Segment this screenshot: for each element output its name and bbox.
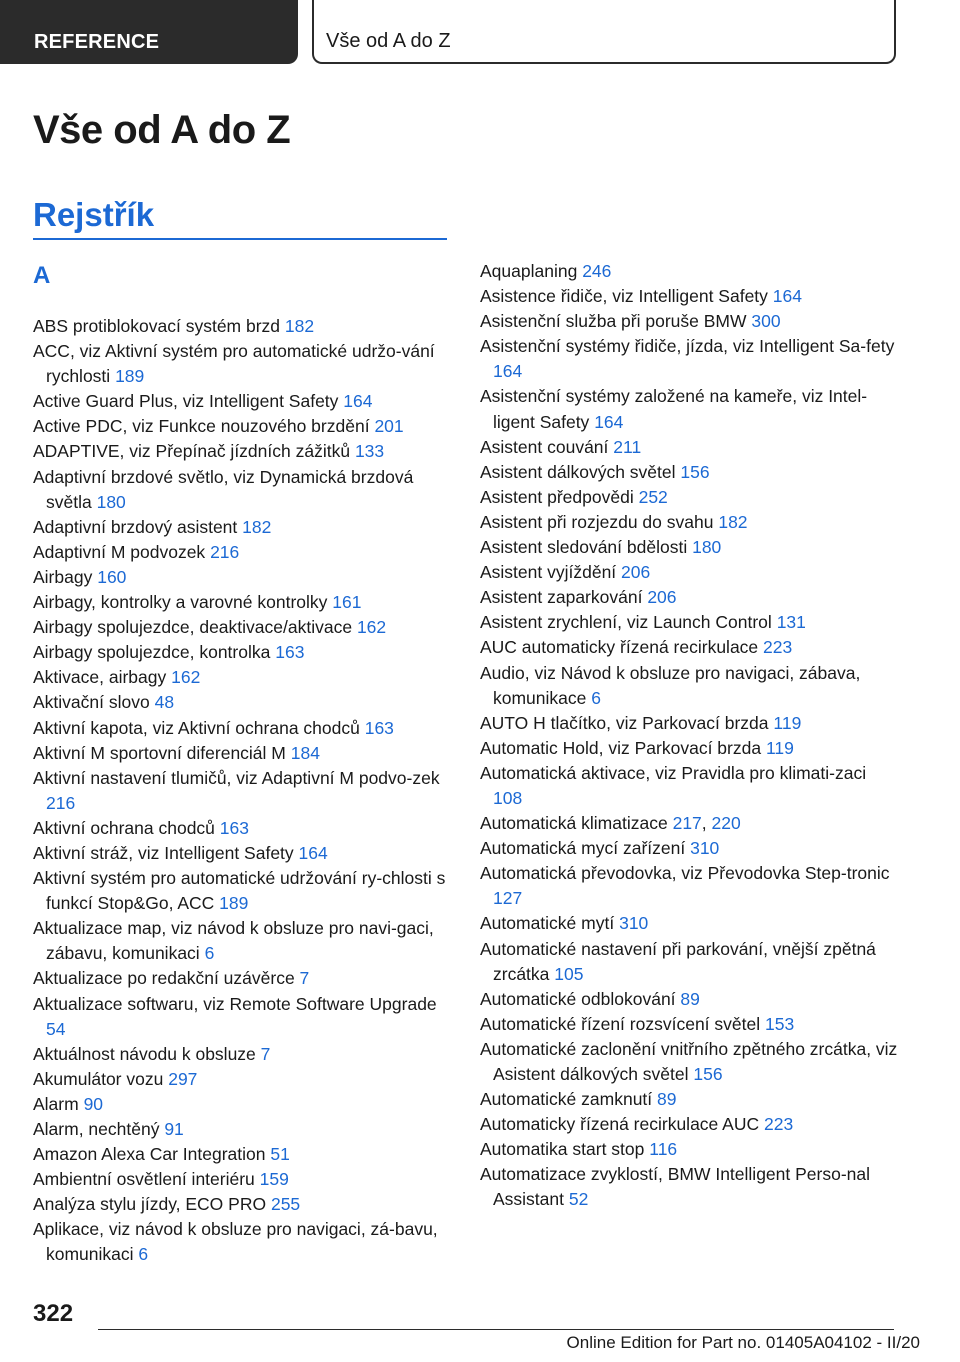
- index-entry: [480, 259, 900, 284]
- page-header: [0, 0, 960, 64]
- page-reference-link[interactable]: 162: [356, 617, 387, 638]
- index-term: Asistent couvání: [480, 436, 609, 457]
- index-entry: [480, 334, 900, 384]
- index-entry: [480, 661, 900, 711]
- index-entry: [33, 1217, 453, 1267]
- page-reference-link[interactable]: 255: [270, 1194, 301, 1215]
- index-entry: [33, 515, 453, 540]
- index-entry: [33, 465, 453, 515]
- index-entry: [33, 339, 453, 389]
- index-term: Aktivní stráž, viz Intelligent Safety: [33, 842, 294, 863]
- index-entry: [33, 565, 453, 590]
- page-reference-link[interactable]: 164: [343, 391, 373, 412]
- index-term: AUC automaticky řízená recirkulace: [480, 637, 759, 658]
- page-reference-link[interactable]: 51: [270, 1144, 290, 1165]
- index-entry: [480, 610, 900, 635]
- index-term: Asistent při rozjezdu do svahu: [480, 511, 714, 532]
- page-reference-link[interactable]: 297: [168, 1068, 198, 1089]
- index-term: Automatická aktivace, viz Pravidla pro klimati-zaci: [480, 762, 867, 783]
- page-reference-link[interactable]: 201: [374, 416, 404, 437]
- index-term: Automatická mycí zařízení: [480, 838, 686, 859]
- index-term: Airbagy: [33, 566, 93, 587]
- page-reference-link[interactable]: 189: [115, 366, 145, 387]
- page-reference-link[interactable]: 6: [138, 1244, 149, 1265]
- page-reference-link[interactable]: 108: [493, 787, 523, 808]
- page-reference-link[interactable]: 163: [364, 717, 394, 738]
- index-entry: [480, 1087, 900, 1112]
- page-reference-link[interactable]: 52: [568, 1189, 589, 1210]
- index-entry: [33, 816, 453, 841]
- page-reference-link[interactable]: 153: [765, 1013, 795, 1034]
- page-reference-link[interactable]: 119: [773, 712, 802, 733]
- index-entry: [480, 510, 900, 535]
- index-entry: [480, 485, 900, 510]
- index-entry: [33, 389, 453, 414]
- index-column-left: [33, 314, 453, 1268]
- page-reference-link[interactable]: 6: [591, 687, 601, 708]
- index-entry: [33, 439, 453, 464]
- page-reference-link[interactable]: 223: [763, 637, 793, 658]
- page-reference-link[interactable]: 127: [493, 888, 523, 909]
- index-entry: [33, 540, 453, 565]
- page-separator: ,: [701, 813, 707, 834]
- index-term: Automatic Hold, viz Parkovací brzda: [480, 737, 762, 758]
- index-term: Automatická klimatizace: [480, 813, 668, 834]
- page-reference-link[interactable]: 180: [96, 491, 126, 512]
- index-term: Aktualizace map, viz návod k obsluze pro navi-gaci, zábavu, komunikaci: [33, 918, 434, 964]
- index-term: Aktuálnost návodu k obsluze: [33, 1043, 256, 1064]
- index-term: AUTO H tlačítko, viz Parkovací brzda: [480, 712, 769, 733]
- page-reference-link[interactable]: 131: [776, 612, 806, 633]
- index-term: Audio, viz Návod k obsluze pro navigaci, zábava, komunikace: [480, 662, 861, 708]
- section-divider: [33, 238, 447, 240]
- index-term: Aktivní kapota, viz Aktivní ochrana chodců: [33, 717, 360, 738]
- index-term: Asistenční systémy založené na kameře, viz Intel-ligent Safety: [480, 386, 868, 432]
- page-title: Vše od A do Z: [33, 108, 291, 152]
- index-term: Adaptivní brzdové světlo, viz Dynamická brzdová světla: [33, 466, 414, 512]
- index-term: Automatické nastavení při parkování, vnější zpětná zrcátka: [480, 938, 876, 984]
- index-term: Automaticky řízená recirkulace AUC: [480, 1114, 760, 1135]
- page-reference-link[interactable]: 206: [621, 562, 651, 583]
- page-reference-link[interactable]: 184: [290, 742, 320, 763]
- page-reference-link[interactable]: 310: [619, 913, 649, 934]
- index-term: ACC, viz Aktivní systém pro automatické udržo-vání rychlosti: [33, 341, 435, 387]
- page-reference-link[interactable]: 182: [242, 516, 272, 537]
- index-letter-heading: A: [33, 262, 51, 289]
- page-reference-link[interactable]: 89: [680, 988, 700, 1009]
- index-entry: [33, 741, 453, 766]
- index-entry: [33, 916, 453, 966]
- index-term: Aktivní nastavení tlumičů, viz Adaptivní M podvo-zek: [33, 767, 440, 788]
- index-term: Aplikace, viz návod k obsluze pro navigaci, zá-bavu, komunikaci: [33, 1219, 438, 1265]
- page-reference-link[interactable]: 216: [210, 541, 240, 562]
- page-reference-link[interactable]: 180: [692, 537, 722, 558]
- section-title: Rejstřík: [33, 196, 155, 233]
- index-term: Automatické řízení rozsvícení světel: [480, 1013, 761, 1034]
- index-term: Asistent dálkových světel: [480, 461, 676, 482]
- page-reference-link[interactable]: 189: [219, 893, 249, 914]
- page-reference-link[interactable]: 223: [764, 1114, 794, 1135]
- page-reference-link[interactable]: 161: [332, 592, 362, 613]
- page-reference-link[interactable]: 119: [765, 737, 794, 758]
- index-column-right: [480, 259, 900, 1213]
- index-entry: [480, 309, 900, 334]
- index-term: Aktivní M sportovní diferenciál M: [33, 742, 286, 763]
- index-term: Amazon Alexa Car Integration: [33, 1144, 266, 1165]
- index-entry: [33, 966, 453, 991]
- index-entry: [33, 841, 453, 866]
- index-term: Aktualizace po redakční uzávěrce: [33, 968, 295, 989]
- index-entry: [33, 1042, 453, 1067]
- index-entry: [480, 460, 900, 485]
- page-reference-link[interactable]: 105: [554, 963, 584, 984]
- index-entry: [33, 716, 453, 741]
- index-entry: [33, 665, 453, 690]
- index-term: Akumulátor vozu: [33, 1068, 164, 1089]
- index-entry: [480, 987, 900, 1012]
- page-reference-link[interactable]: 156: [680, 461, 710, 482]
- index-entry: [480, 1137, 900, 1162]
- index-term: Asistenční služba při poruše BMW: [480, 311, 747, 332]
- index-term: Airbagy, kontrolky a varovné kontrolky: [33, 592, 328, 613]
- index-term: Adaptivní M podvozek: [33, 541, 206, 562]
- index-entry: [33, 866, 453, 916]
- index-entry: [480, 861, 900, 911]
- index-entry: [33, 590, 453, 615]
- page-reference-link[interactable]: 182: [284, 316, 315, 336]
- index-entry: [480, 761, 900, 811]
- page-reference-link[interactable]: 54: [46, 1018, 66, 1039]
- page-reference-link[interactable]: 164: [493, 361, 523, 382]
- index-term: ABS protiblokovací systém brzd: [33, 316, 281, 336]
- index-term: Automatická převodovka, viz Převodovka Step-tronic: [480, 863, 890, 884]
- index-term: ADAPTIVE, viz Přepínač jízdních zážitků: [33, 441, 351, 462]
- index-entry: [33, 766, 453, 816]
- index-term: Asistent předpovědi: [480, 486, 634, 507]
- index-term: Asistent sledování bdělosti: [480, 537, 688, 558]
- index-entry: [33, 640, 453, 665]
- index-term: Analýza stylu jízdy, ECO PRO: [33, 1194, 267, 1215]
- index-entry: [33, 992, 453, 1042]
- section-tab-title: Vše od A do Z: [312, 0, 896, 64]
- index-term: Active Guard Plus, viz Intelligent Safety: [33, 391, 339, 412]
- index-term: Aktualizace softwaru, viz Remote Software Upgrade: [33, 993, 437, 1014]
- index-entry: [33, 1117, 453, 1142]
- index-term: Alarm: [33, 1093, 79, 1114]
- page-reference-link[interactable]: 164: [298, 842, 328, 863]
- index-term: Automatické mytí: [480, 913, 615, 934]
- index-term: Automatizace zvyklostí, BMW Intelligent Perso-nal Assistant: [480, 1164, 871, 1210]
- page-reference-link[interactable]: 156: [693, 1064, 723, 1084]
- index-entry: [33, 615, 453, 640]
- index-entry: [480, 711, 900, 736]
- index-entry: [33, 314, 453, 339]
- index-term: Asistence řidiče, viz Intelligent Safety: [480, 286, 768, 307]
- page-reference-link[interactable]: 162: [171, 667, 201, 688]
- page-reference-link[interactable]: 89: [657, 1089, 677, 1110]
- page-reference-link[interactable]: 7: [260, 1043, 271, 1064]
- index-term: Asistent vyjíždění: [480, 562, 617, 583]
- page-reference-link[interactable]: 163: [275, 642, 305, 663]
- page-reference-link[interactable]: 116: [649, 1139, 678, 1160]
- index-term: Aktivní ochrana chodců: [33, 817, 215, 838]
- page-number: 322: [33, 1300, 74, 1327]
- page-reference-link[interactable]: 206: [647, 587, 677, 608]
- section-tab-reference: REFERENCE: [0, 0, 298, 64]
- index-entry: [33, 1142, 453, 1167]
- index-entry: [33, 1167, 453, 1192]
- footer-edition-text: Online Edition for Part no. 01405A04102 - II/20: [566, 1333, 920, 1352]
- index-entry: [480, 736, 900, 761]
- index-term: Asistent zaparkování: [480, 587, 643, 608]
- index-entry: [480, 1162, 900, 1212]
- page-reference-link[interactable]: 164: [772, 286, 802, 307]
- page-reference-link[interactable]: 133: [354, 441, 385, 462]
- index-entry: [480, 811, 900, 836]
- index-entry: [480, 585, 900, 610]
- page-reference-link[interactable]: 7: [299, 968, 310, 989]
- page-reference-link[interactable]: 164: [594, 411, 624, 432]
- page-reference-link[interactable]: 252: [638, 486, 668, 507]
- index-entry: [33, 1067, 453, 1092]
- index-entry: [480, 937, 900, 987]
- index-term: Adaptivní brzdový asistent: [33, 516, 238, 537]
- page-reference-link[interactable]: 91: [164, 1119, 184, 1139]
- index-term: Aquaplaning: [480, 261, 578, 281]
- index-entry: [480, 435, 900, 460]
- footer-divider: [98, 1329, 894, 1330]
- page-reference-link[interactable]: 182: [718, 511, 748, 532]
- index-term: Aktivní systém pro automatické udržování ry-chlosti s funkcí Stop&Go, ACC: [33, 868, 446, 914]
- page-reference-link[interactable]: 217: [672, 813, 702, 834]
- index-entry: [480, 1112, 900, 1137]
- index-term: Airbagy spolujezdce, deaktivace/aktivace: [33, 617, 353, 638]
- index-term: Alarm, nechtěný: [33, 1119, 160, 1139]
- page-reference-link[interactable]: 310: [690, 838, 720, 859]
- index-entry: [33, 414, 453, 439]
- page-reference-link[interactable]: 211: [613, 436, 642, 457]
- index-term: Asistent zrychlení, viz Launch Control: [480, 612, 772, 633]
- index-term: Aktivační slovo: [33, 692, 150, 713]
- index-entry: [480, 535, 900, 560]
- index-entry: [33, 1192, 453, 1217]
- page-reference-link[interactable]: 6: [204, 943, 215, 964]
- page-reference-link[interactable]: 220: [711, 813, 741, 834]
- index-entry: [480, 1037, 900, 1087]
- index-entry: [480, 560, 900, 585]
- index-entry: [480, 911, 900, 936]
- index-term: Airbagy spolujezdce, kontrolka: [33, 642, 271, 663]
- index-term: Automatika start stop: [480, 1139, 645, 1160]
- page-reference-link[interactable]: 90: [83, 1093, 104, 1114]
- page-reference-link[interactable]: 216: [46, 792, 76, 813]
- index-term: Automatické zaclonění vnitřního zpětného zrcátka, viz Asistent dálkových světel: [480, 1038, 898, 1084]
- index-entry: [33, 1092, 453, 1117]
- index-entry: [33, 690, 453, 715]
- page-reference-link[interactable]: 48: [154, 692, 175, 713]
- index-entry: [480, 384, 900, 434]
- index-entry: [480, 284, 900, 309]
- index-term: Automatické odblokování: [480, 988, 676, 1009]
- index-term: Asistenční systémy řidiče, jízda, viz Intelligent Sa-fety: [480, 336, 895, 357]
- index-term: Active PDC, viz Funkce nouzového brzdění: [33, 416, 370, 437]
- page-reference-link[interactable]: 246: [582, 261, 612, 281]
- index-entry: [480, 1012, 900, 1037]
- index-entry: [480, 836, 900, 861]
- page-reference-link[interactable]: 163: [219, 817, 249, 838]
- page-reference-link[interactable]: 300: [751, 311, 781, 332]
- index-term: Aktivace, airbagy: [33, 667, 167, 688]
- index-term: Automatické zamknutí: [480, 1089, 653, 1110]
- page-reference-link[interactable]: 159: [259, 1169, 289, 1190]
- index-term: Ambientní osvětlení interiéru: [33, 1169, 255, 1190]
- index-entry: [480, 635, 900, 660]
- page-reference-link[interactable]: 160: [97, 566, 127, 587]
